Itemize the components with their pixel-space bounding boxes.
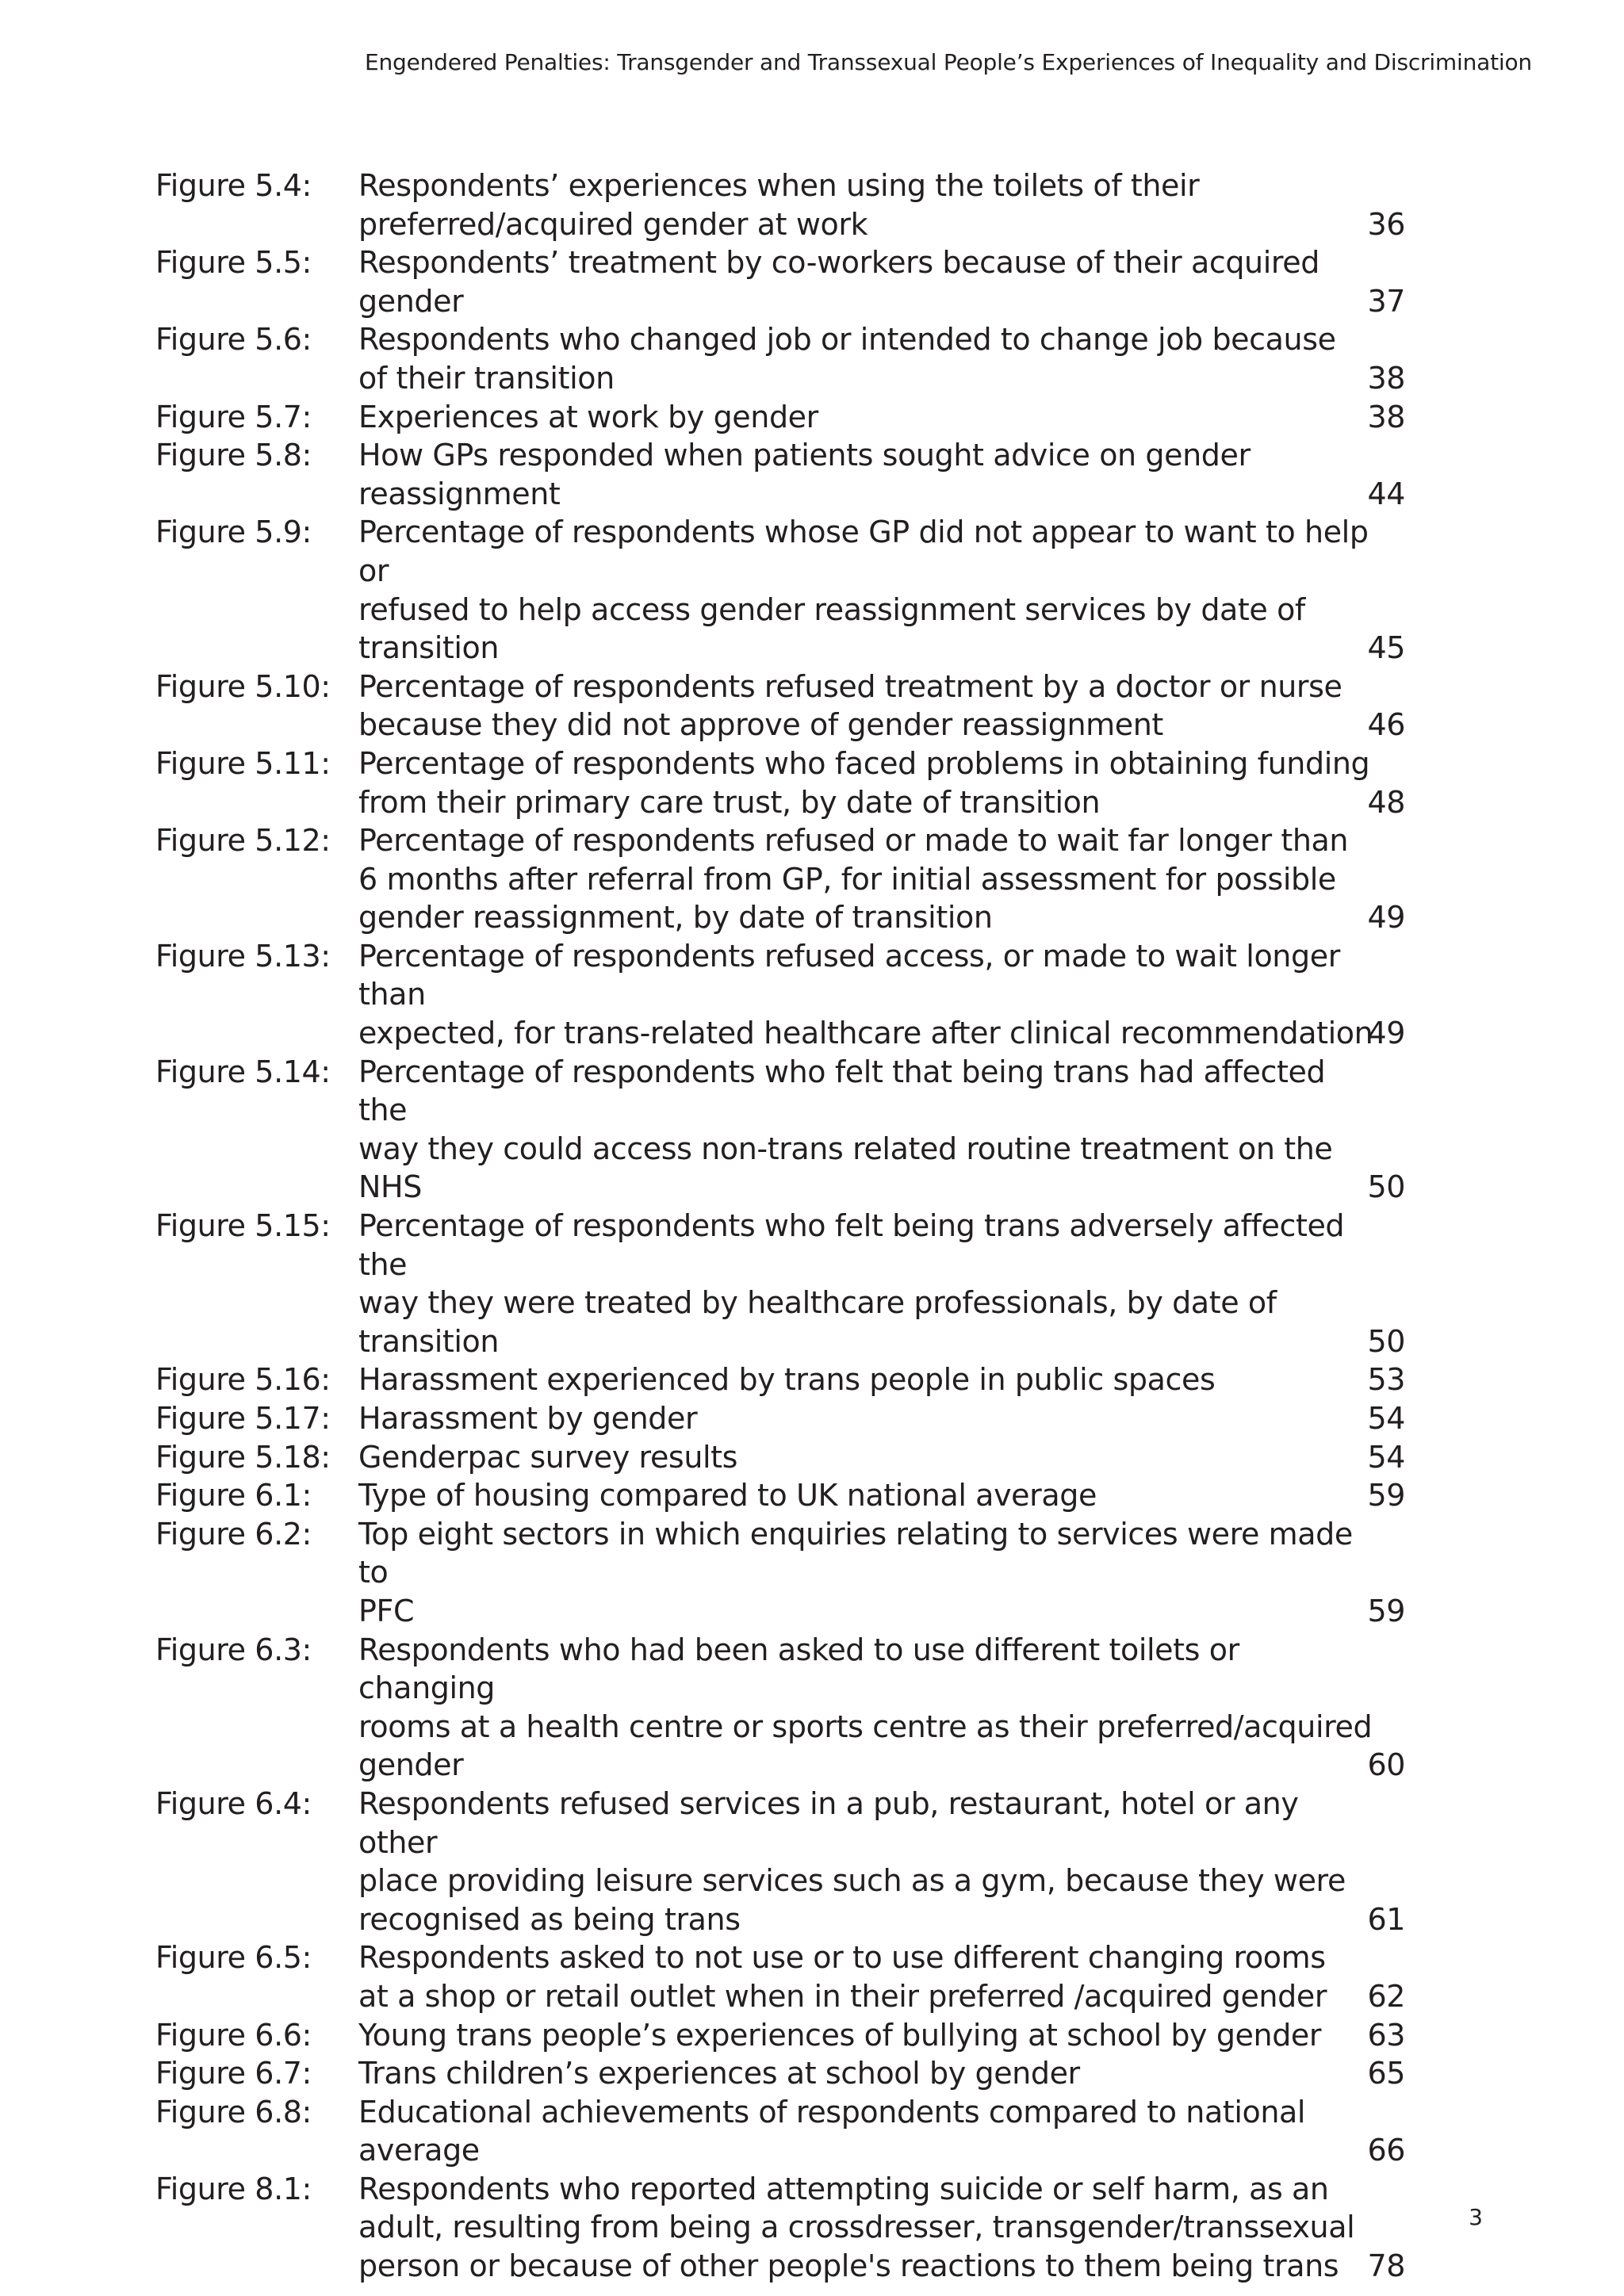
- running-header: Engendered Penalties: Transgender and Transsexual People’s Experiences of Inequality and Discrimination: [365, 49, 1532, 75]
- figure-label: Figure 5.12:: [155, 823, 331, 859]
- figure-entry: [155, 1476, 1411, 1515]
- figure-page: 66: [1367, 2133, 1405, 2168]
- figure-page: 60: [1367, 1747, 1405, 1783]
- figure-title: Respondents who reported attempting suicide or self harm, as an adult, resulting from being a crossdresser, transgender/transsexual person or because of other people's reactions to them being trans: [358, 2171, 1355, 2284]
- figure-page: 50: [1367, 1323, 1405, 1359]
- figure-entry: [155, 668, 1411, 744]
- figure-entry: [155, 166, 1411, 243]
- figure-title: Percentage of respondents who felt being trans adversely affected the way they were treated by healthcare professionals, by date of transition: [358, 1208, 1345, 1359]
- figure-label: Figure 5.6:: [155, 322, 312, 358]
- figure-title: Top eight sectors in which enquiries relating to services were made to PFC: [358, 1516, 1353, 1628]
- figure-title: Educational achievements of respondents compared to national average: [358, 2094, 1306, 2168]
- figure-title: Respondents’ treatment by co-workers because of their acquired gender: [358, 245, 1320, 319]
- figure-page: 50: [1367, 1169, 1405, 1205]
- figure-entry: [155, 2170, 1411, 2286]
- figure-label: Figure 6.2:: [155, 1516, 312, 1552]
- figure-entry: [155, 1207, 1411, 1360]
- figure-page: 62: [1367, 1978, 1405, 2014]
- figure-label: Figure 6.5:: [155, 1940, 312, 1976]
- figure-entry: [155, 320, 1411, 397]
- figure-label: Figure 6.6:: [155, 2017, 312, 2053]
- figure-entry: [155, 243, 1411, 320]
- figure-title: Harassment by gender: [358, 1401, 698, 1436]
- figure-entry: [155, 1785, 1411, 1938]
- figure-label: Figure 6.1:: [155, 1478, 312, 1513]
- figure-entry: [155, 2016, 1411, 2055]
- figure-label: Figure 5.17:: [155, 1401, 331, 1436]
- figure-entry: [155, 2054, 1411, 2093]
- figure-page: 38: [1367, 399, 1405, 434]
- figure-page: 49: [1367, 1016, 1405, 1051]
- figure-label: Figure 5.10:: [155, 668, 331, 704]
- list-of-figures: [155, 166, 1411, 2286]
- figure-page: 78: [1367, 2248, 1405, 2284]
- figure-title: Genderpac survey results: [358, 1439, 738, 1475]
- figure-title: Harassment experienced by trans people in public spaces: [358, 1362, 1216, 1398]
- figure-page: 61: [1367, 1901, 1405, 1937]
- figure-title: Type of housing compared to UK national average: [358, 1478, 1097, 1513]
- figure-entry: [155, 398, 1411, 437]
- figure-title: Respondents who changed job or intended to change job because of their transition: [358, 322, 1336, 396]
- figure-title: How GPs responded when patients sought advice on gender reassignment: [358, 438, 1251, 511]
- figure-entry: [155, 1938, 1411, 2015]
- figure-page: 59: [1367, 1593, 1405, 1628]
- figure-label: Figure 5.14:: [155, 1054, 331, 1089]
- figure-page: 44: [1367, 476, 1405, 511]
- figure-label: Figure 5.4:: [155, 168, 312, 203]
- figure-entry: [155, 1399, 1411, 1438]
- figure-entry: [155, 513, 1411, 667]
- figure-label: Figure 6.4:: [155, 1785, 312, 1821]
- figure-entry: [155, 937, 1411, 1053]
- figure-label: Figure 5.16:: [155, 1362, 331, 1398]
- figure-title: Respondents refused services in a pub, restaurant, hotel or any other place providing leisure services such as a gym, because they were recognised as being trans: [358, 1785, 1346, 1937]
- figure-page: 63: [1367, 2017, 1405, 2053]
- figure-entry: [155, 1631, 1411, 1785]
- figure-entry: [155, 436, 1411, 513]
- figure-label: Figure 5.9:: [155, 515, 312, 550]
- figure-entry: [155, 1053, 1411, 1207]
- figure-label: Figure 6.8:: [155, 2094, 312, 2130]
- figure-label: Figure 8.1:: [155, 2171, 312, 2206]
- figure-label: Figure 5.13:: [155, 938, 331, 974]
- figure-label: Figure 5.7:: [155, 399, 312, 434]
- figure-entry: [155, 1360, 1411, 1399]
- page-number: 3: [1469, 2204, 1483, 2230]
- figure-title: Percentage of respondents refused access, or made to wait longer than expected, for trans-related healthcare after clinical recommendation: [358, 938, 1373, 1051]
- figure-title: Percentage of respondents refused or made to wait far longer than 6 months after referral from GP, for initial assessment for possible gender reassignment, by date of transition: [358, 823, 1349, 936]
- figure-entry: [155, 2093, 1411, 2170]
- figure-entry: [155, 821, 1411, 937]
- figure-page: 48: [1367, 784, 1405, 820]
- figure-title: Trans children’s experiences at school by gender: [358, 2056, 1080, 2091]
- figure-entry: [155, 744, 1411, 821]
- figure-label: Figure 5.11:: [155, 745, 331, 781]
- figure-label: Figure 6.7:: [155, 2056, 312, 2091]
- figure-page: 46: [1367, 707, 1405, 743]
- figure-page: 54: [1367, 1439, 1405, 1475]
- figure-page: 49: [1367, 900, 1405, 936]
- figure-page: 59: [1367, 1478, 1405, 1513]
- figure-entry: [155, 1515, 1411, 1631]
- figure-label: Figure 6.3:: [155, 1632, 312, 1667]
- figure-label: Figure 5.18:: [155, 1439, 331, 1475]
- figure-label: Figure 5.15:: [155, 1208, 331, 1244]
- figure-page: 45: [1367, 630, 1405, 666]
- figure-page: 53: [1367, 1362, 1405, 1398]
- figure-page: 54: [1367, 1401, 1405, 1436]
- figure-title: Young trans people’s experiences of bullying at school by gender: [358, 2017, 1322, 2053]
- figure-title: Percentage of respondents who faced problems in obtaining funding from their primary care trust, by date of transition: [358, 745, 1370, 820]
- figure-label: Figure 5.5:: [155, 245, 312, 281]
- figure-label: Figure 5.8:: [155, 438, 312, 473]
- figure-entry: [155, 1438, 1411, 1477]
- figure-title: Percentage of respondents who felt that being trans had affected the way they could access non-trans related routine treatment on the NHS: [358, 1054, 1333, 1205]
- figure-page: 36: [1367, 206, 1405, 242]
- figure-title: Respondents who had been asked to use different toilets or changing rooms at a health centre or sports centre as their preferred/acquired gender: [358, 1632, 1373, 1783]
- figure-title: Percentage of respondents whose GP did not appear to want to help or refused to help access gender reassignment services by date of transition: [358, 515, 1369, 666]
- figure-title: Respondents asked to not use or to use different changing rooms at a shop or retail outlet when in their preferred /acquired gender: [358, 1940, 1327, 2014]
- figure-title: Percentage of respondents refused treatment by a doctor or nurse because they did not approve of gender reassignment: [358, 668, 1342, 743]
- figure-page: 37: [1367, 283, 1405, 319]
- figure-page: 65: [1367, 2056, 1405, 2091]
- figure-title: Respondents’ experiences when using the toilets of their preferred/acquired gender at work: [358, 168, 1200, 242]
- figure-title: Experiences at work by gender: [358, 399, 818, 434]
- figure-page: 38: [1367, 360, 1405, 396]
